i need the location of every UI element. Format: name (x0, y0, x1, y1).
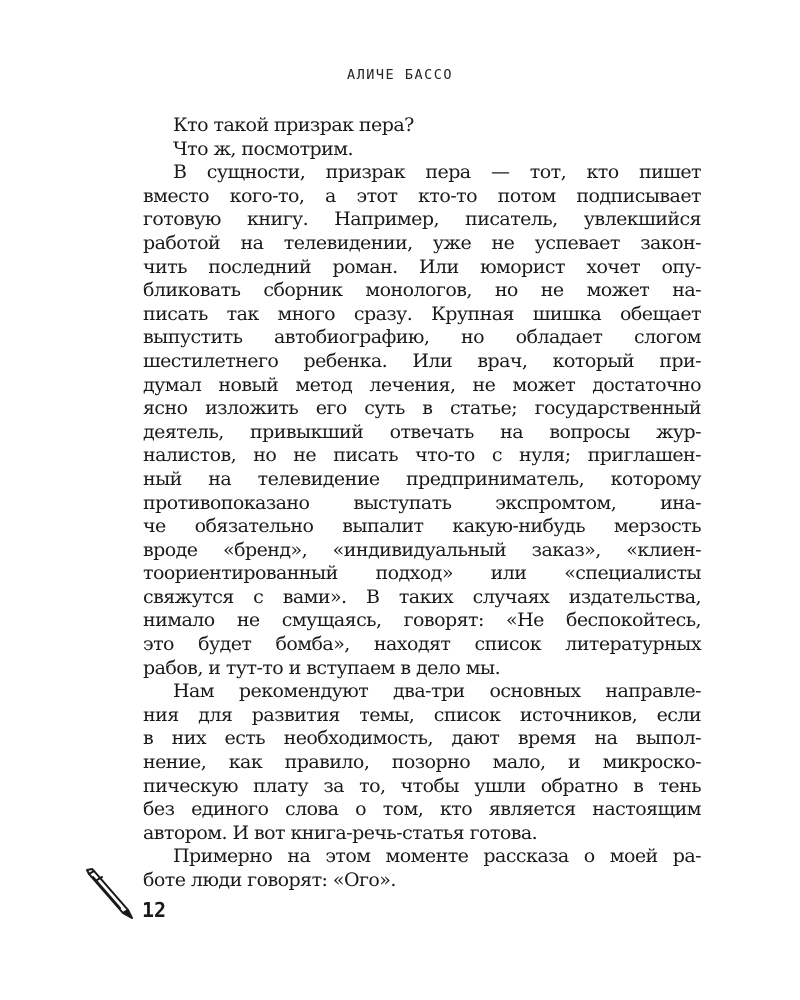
text-line: нение, как правило, позорно мало, и микроско- (143, 751, 701, 774)
body-text (143, 114, 701, 893)
text-line: че обязательно выпалит какую-нибудь мерзость (143, 515, 701, 538)
text-line: боте люди говорят: «Ого». (143, 869, 396, 891)
text-line: налистов, но не писать что-то с нуля; приглашен- (143, 444, 701, 467)
text-line: В сущности, призрак пера — тот, кто пишет (173, 161, 701, 184)
text-line: противопоказано выступать экспромтом, ина- (143, 491, 701, 514)
text-line: вместо кого-то, а этот кто-то потом подписывает (143, 184, 701, 207)
text-line: тоориентированный подход» или «специалисты (143, 562, 701, 585)
text-line: работой на телевидении, уже не успевает закон- (143, 231, 701, 254)
text-line: рабов, и тут-то и вступаем в дело мы. (143, 656, 501, 679)
text-line: это будет бомба», находят список литературных (143, 633, 701, 656)
text-line: ясно изложить его суть в статье; государственный (143, 397, 701, 420)
text-line: вроде «бренд», «индивидуальный заказ», «клиен- (143, 538, 701, 561)
text-line: без единого слова о том, кто является настоящим (143, 798, 701, 821)
text-line: свяжутся с вами». В таких случаях издательства, (143, 585, 701, 608)
text-line: шестилетнего ребенка. Или врач, который при- (143, 349, 701, 372)
text-line: автором. И вот книга-речь-статья готова. (143, 821, 538, 844)
text-line: нимало не смущаясь, говорят: «Не беспокойтесь, (143, 609, 701, 632)
text-line: выпустить автобиографию, но обладает слогом (143, 326, 701, 349)
text-line: бликовать сборник монологов, но не может на- (143, 279, 701, 302)
text-line: готовую книгу. Например, писатель, увлекшийся (143, 208, 701, 231)
text-line: Примерно на этом моменте рассказа о моей ра- (173, 845, 701, 868)
text-line: ния для развития темы, список источников, если (143, 703, 701, 726)
text-line: Что ж, посмотрим. (173, 137, 354, 160)
page-number: 12 (142, 898, 167, 922)
text-line: деятель, привыкший отвечать на вопросы жур- (143, 420, 701, 443)
page-footer (86, 868, 206, 928)
running-header-author: АЛИЧЕ БАССО (347, 67, 453, 83)
text-line: в них есть необходимость, дают время на выпол- (143, 727, 701, 750)
text-line: Кто такой призрак пера? (173, 114, 414, 136)
text-line: пическую плату за то, чтобы ушли обратно в тень (143, 774, 701, 797)
text-line: Нам рекомендуют два-три основных направле- (173, 680, 701, 703)
text-line: думал новый метод лечения, не может достаточно (143, 373, 701, 396)
pen-icon (86, 868, 134, 920)
text-line: ный на телевидение предприниматель, которому (143, 467, 701, 490)
text-line: писать так много сразу. Крупная шишка обещает (143, 302, 701, 325)
text-line: чить последний роман. Или юморист хочет опу- (143, 255, 701, 278)
